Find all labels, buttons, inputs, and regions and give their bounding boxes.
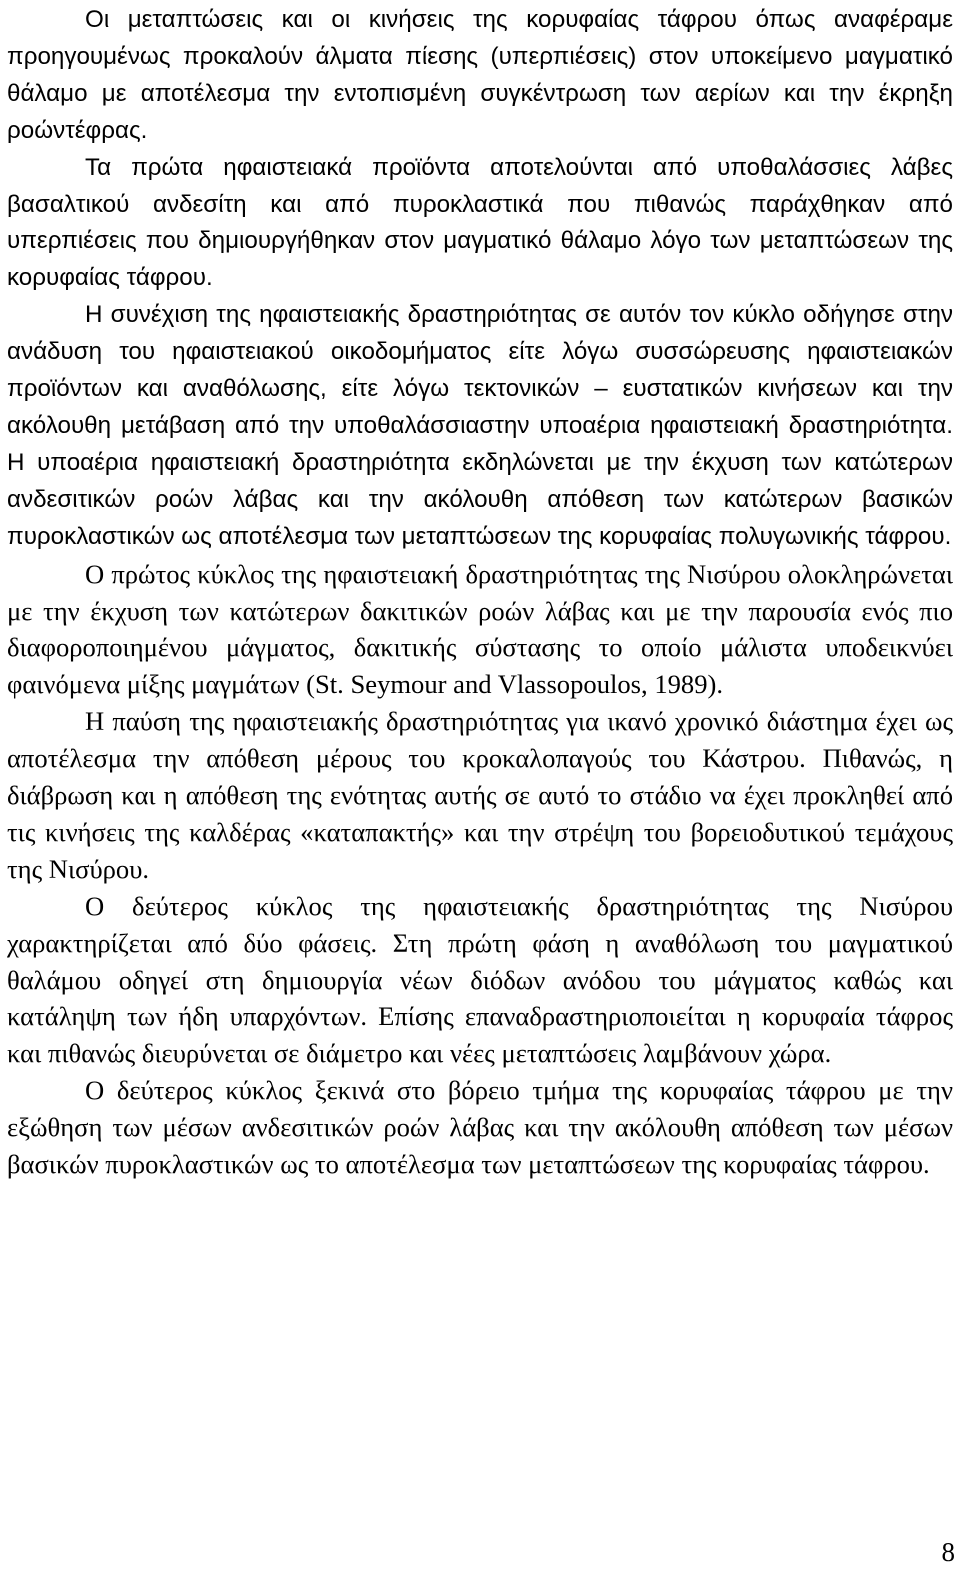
paragraph-7 <box>7 1072 953 1183</box>
paragraph-1 <box>7 2 953 150</box>
sentence: Ο δεύτερος κύκλος ξεκινά στο βόρειο τμήμα της κορυφαίας τάφρου με την εξώθηση των μέσων ανδεσιτικών ροών λάβας και την ακόλουθη απόθεση των μέσων βασικών πυροκλαστικών ως το αποτέλεσμα των μεταπτώσεων της κορυφαίας τάφρου. <box>7 1075 953 1180</box>
page-number: 8 <box>941 1537 955 1567</box>
sentence: Ο πρώτος κύκλος της ηφαιστειακή δραστηριότητας της Νισύρου ολοκληρώνεται με την έκχυση των κατώτερων δακιτικών ροών λάβας και με την παρουσία ενός πιο διαφοροποιημένου μάγματος, δακιτικής σύστασης το οποίο μάλιστα υποδεικνύει φαινόμενα μίξης μαγμάτων (St. Seymour and Vlassopoulos, 1989). <box>7 558 953 700</box>
paragraph-4 <box>7 556 953 704</box>
sentence: Ο δεύτερος κύκλος της ηφαιστειακής δραστηριότητας της Νισύρου χαρακτηρίζεται από δύο φάσεις. <box>7 890 953 958</box>
paragraph-2 <box>7 150 953 298</box>
sentence: Η υποαέρια ηφαιστειακή δραστηριότητα εκδηλώνεται με την έκχυση των κατώτερων ανδεσιτικών ροών λάβας και την ακόλουθη απόθεση των κατώτερων βασικών πυροκλαστικών ως αποτέλεσμα των μεταπτώσεων της κορυφαίας πολυγωνικής τάφρου. <box>7 448 953 550</box>
sentence: Στη πρώτη φάση η αναθόλωση του μαγματικού θαλάμου οδηγεί στη δημιουργία νέων διόδων ανόδου του μάγματος καθώς και κατάληψη των ήδη υπαρχόντων. <box>7 927 954 1032</box>
sentence: Η συνέχιση της ηφαιστειακής δραστηριότητας σε αυτόν τον κύκλο οδήγησε στην ανάδυση του ηφαιστειακού οικοδομήματος είτε λόγω συσσώρευσης ηφαιστειακών προϊόντων και αναθόλωσης, είτε λόγω τεκτονικών – ευστατικών κινήσεων και την ακόλουθη μετάβαση από την υποθαλάσσιαστην υποαέρια ηφαιστειακή δραστηριότητα. <box>7 301 953 439</box>
sentence: Οι μεταπτώσεις και οι κινήσεις της κορυφαίας τάφρου όπως αναφέραμε προηγουμένως προκαλούν άλματα πίεσης (υπερπιέσεις) στον υποκείμενο μαγματικό θάλαμο με αποτέλεσμα την εντοπισμένη συγκέντρωση των αερίων και την έκρηξη ροώντέφρας. <box>7 6 953 144</box>
sentence: Επίσης επαναδραστηριοποιείται η κορυφαία τάφρος και πιθανώς διευρύνεται σε διάμετρο και νέες μεταπτώσεις λαμβάνουν χώρα. <box>7 1001 953 1069</box>
sentence: Η παύση της ηφαιστειακής δραστηριότητας για ικανό χρονικό διάστημα έχει ως αποτέλεσμα την απόθεση μέρους του κροκαλοπαγούς του Κάστρου. <box>7 706 953 774</box>
paragraph-3 <box>7 297 953 555</box>
paragraph-6 <box>7 888 953 1073</box>
paragraph-5 <box>7 703 953 888</box>
sentence: Τα πρώτα ηφαιστειακά προϊόντα αποτελούνται από υποθαλάσσιες λάβες βασαλτικού ανδεσίτη και από πυροκλαστικά που πιθανώς παράχθηκαν από υπερπιέσεις που δημιουργήθηκαν στον μαγματικό θάλαμο λόγο των μεταπτώσεων της κορυφαίας τάφρου. <box>7 153 953 292</box>
sentence: Πιθανώς, η διάβρωση και η απόθεση της ενότητας αυτής σε αυτό το στάδιο να έχει προκληθεί από τις κινήσεις της καλδέρας «καταπακτής» και την στρέψη του βορειοδυτικού τεμάχους της Νισύρου. <box>7 743 954 884</box>
page-body <box>7 2 953 1183</box>
